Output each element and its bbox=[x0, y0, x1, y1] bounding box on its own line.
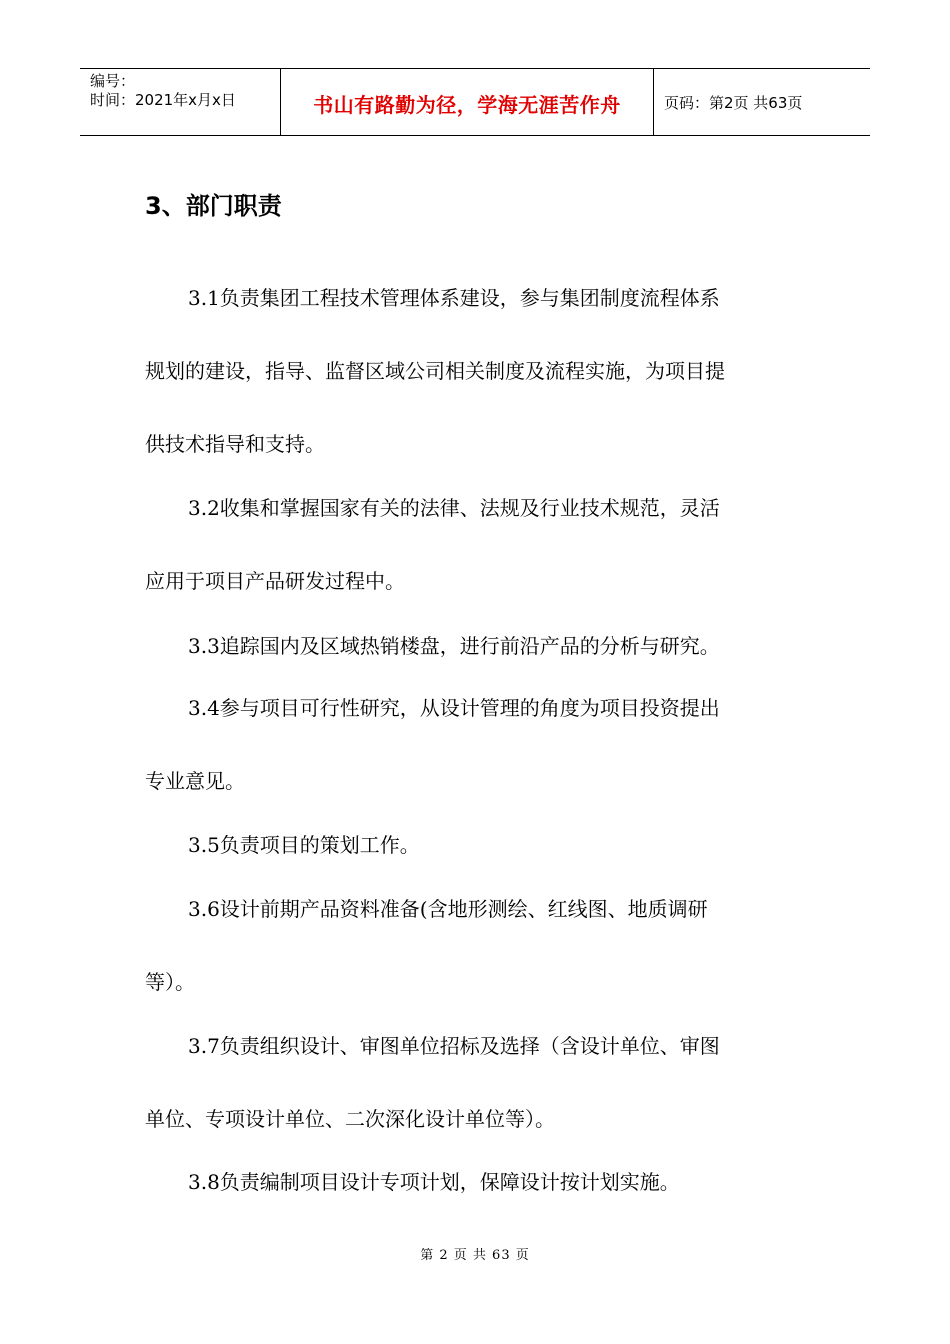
paragraph-line: 等）。 bbox=[145, 970, 195, 994]
paragraph-line: 3.5负责项目的策划工作。 bbox=[188, 833, 420, 857]
paragraph-line: 应用于项目产品研发过程中。 bbox=[145, 569, 405, 593]
paragraph-line: 3.7负责组织设计、审图单位招标及选择（含设计单位、审图 bbox=[188, 1034, 720, 1058]
paragraph-line: 单位、专项设计单位、二次深化设计单位等）。 bbox=[145, 1107, 555, 1131]
paragraph-line: 3.4参与项目可行性研究，从设计管理的角度为项目投资提出 bbox=[188, 696, 720, 720]
paragraph-line: 规划的建设，指导、监督区域公司相关制度及流程实施，为项目提 bbox=[145, 359, 725, 383]
paragraph-line: 3.8负责编制项目设计专项计划，保障设计按计划实施。 bbox=[188, 1170, 680, 1194]
paragraph-line: 3.6设计前期产品资料准备(含地形测绘、红线图、地质调研 bbox=[188, 897, 708, 921]
page-footer: 第 2 页 共 63 页 bbox=[420, 1248, 530, 1263]
header-motto-cell bbox=[281, 69, 654, 135]
paragraph-line: 3.3追踪国内及区域热销楼盘，进行前沿产品的分析与研究。 bbox=[188, 634, 720, 658]
paragraph-line: 3.2收集和掌握国家有关的法律、法规及行业技术规范，灵活 bbox=[188, 496, 720, 520]
header-meta-cell bbox=[80, 69, 281, 135]
paragraph-line: 供技术指导和支持。 bbox=[145, 432, 325, 456]
document-header-table bbox=[80, 68, 870, 136]
header-page-cell bbox=[654, 69, 870, 135]
header-motto: 书山有路勤为径，学海无涯苦作舟 bbox=[313, 92, 621, 117]
header-page-info: 页码：第2页 共63页 bbox=[664, 93, 803, 112]
paragraph-line: 3.1负责集团工程技术管理体系建设，参与集团制度流程体系 bbox=[188, 286, 720, 310]
document-time-label: 时间：2021年x月x日 bbox=[90, 91, 236, 109]
document-number-label: 编号： bbox=[90, 72, 136, 90]
section-heading: 3、部门职责 bbox=[145, 192, 282, 220]
paragraph-line: 专业意见。 bbox=[145, 769, 245, 793]
